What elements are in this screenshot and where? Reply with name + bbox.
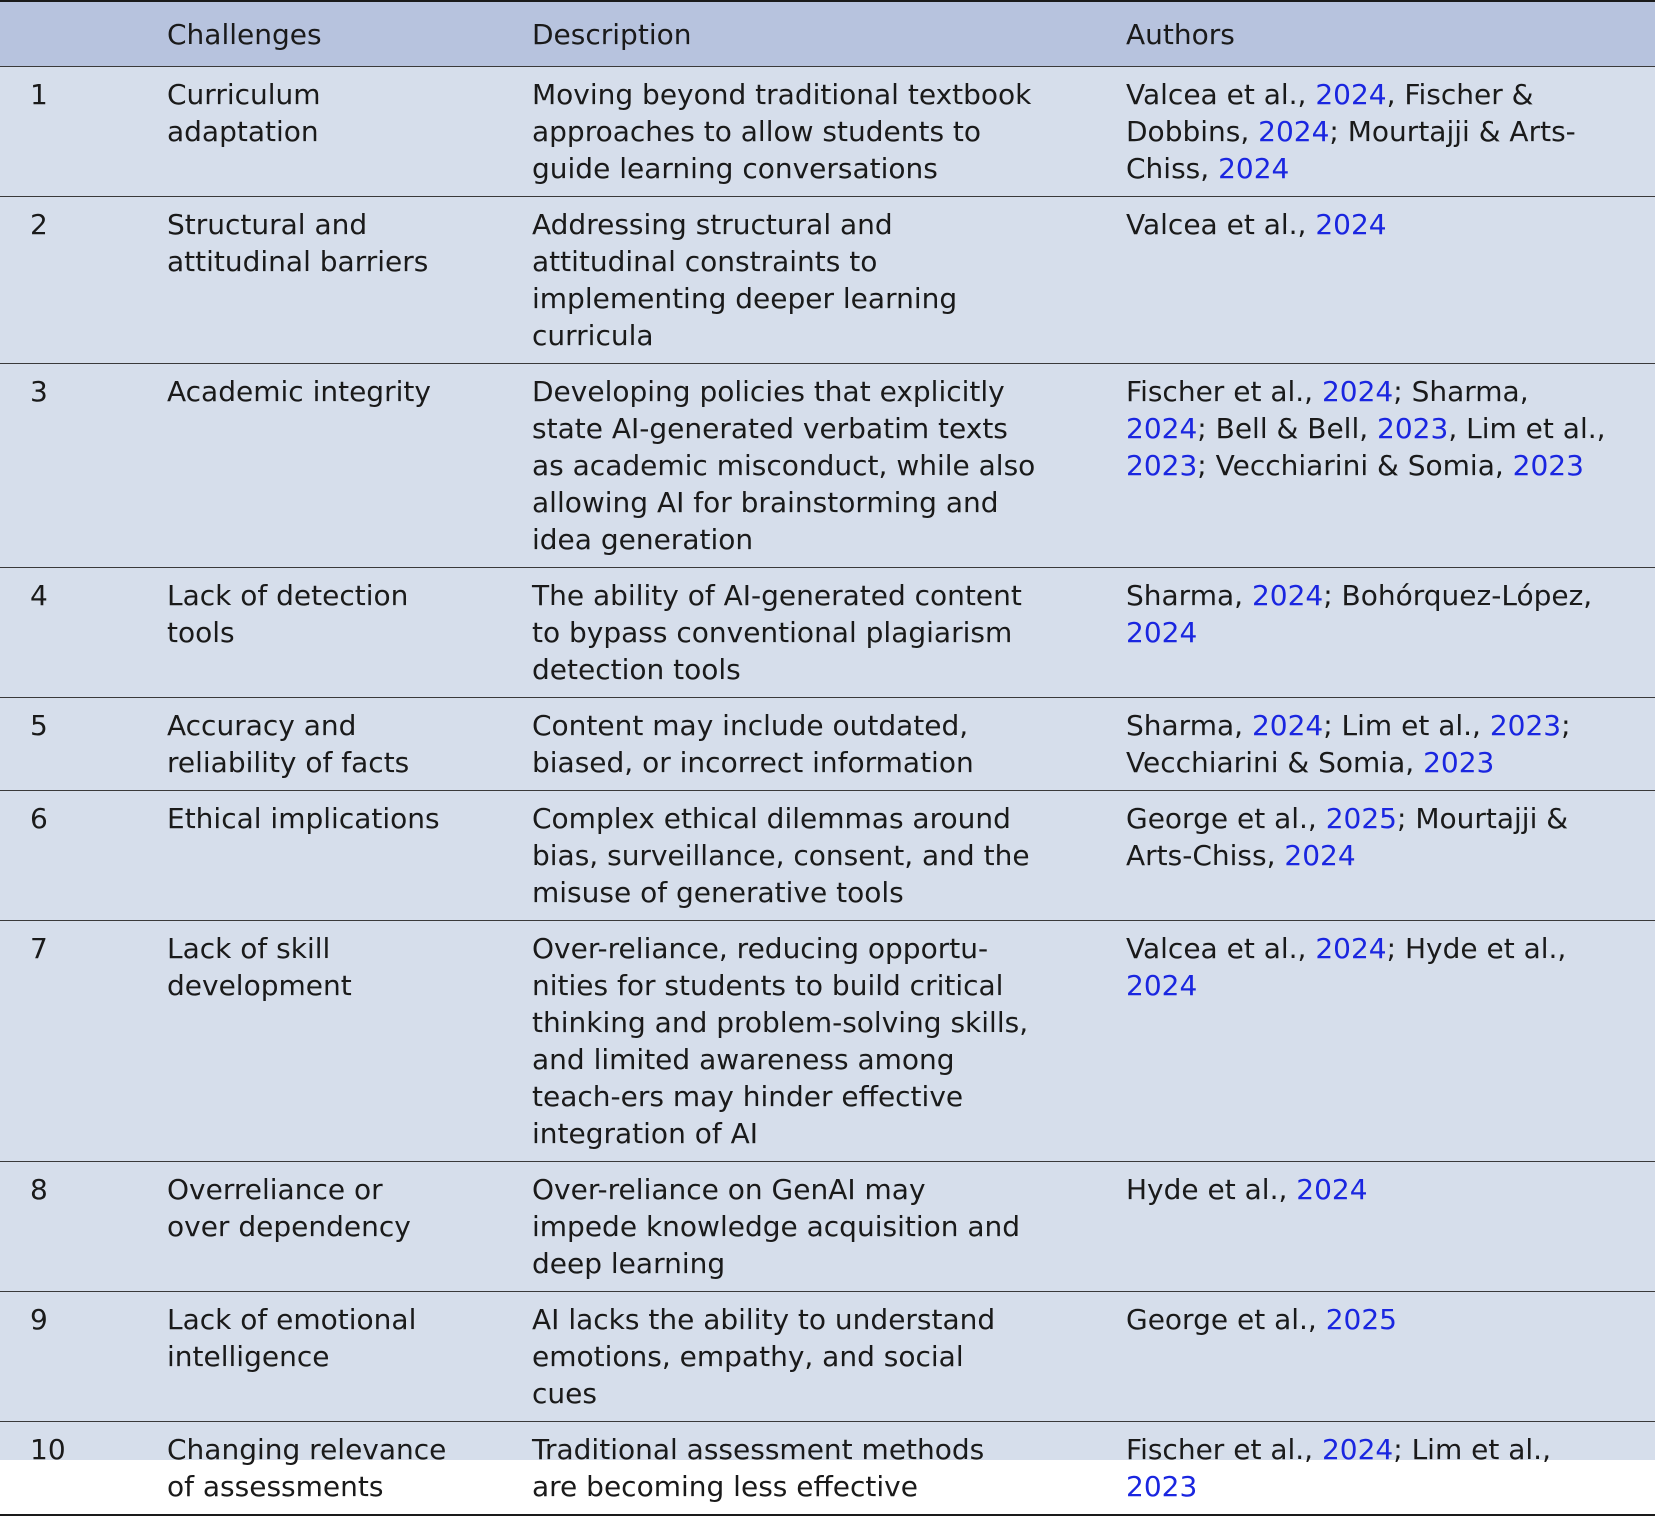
authors-text xyxy=(1126,930,1606,1004)
citation-author: Lim et al., xyxy=(1411,1432,1551,1466)
citation-author: Bohórquez-López, xyxy=(1341,578,1593,612)
authors-text xyxy=(1126,1301,1606,1338)
citation-author: George et al., xyxy=(1126,1302,1326,1336)
table-row xyxy=(0,1161,1655,1291)
authors-cell xyxy=(1126,66,1655,196)
citation-separator: ; xyxy=(1329,114,1348,148)
citation-separator: ; xyxy=(1386,931,1405,965)
citation-year-link[interactable]: 2023 xyxy=(1423,745,1495,779)
description-cell xyxy=(532,196,1126,363)
citation-author: Lim et al., xyxy=(1341,708,1490,742)
citation-year-link[interactable]: 2024 xyxy=(1251,708,1324,742)
challenge-cell xyxy=(167,1291,532,1421)
description-cell xyxy=(532,920,1126,1161)
table-row xyxy=(0,196,1655,363)
authors-cell xyxy=(1126,1161,1655,1291)
citation-separator: , xyxy=(1386,77,1405,111)
citation-author: Mourtajji & Arts-Chiss, xyxy=(1126,801,1569,872)
challenge-text: Ethical implications xyxy=(167,801,440,835)
citation-year-link[interactable]: 2024 xyxy=(1126,615,1198,649)
citation-year-link[interactable]: 2024 xyxy=(1321,1432,1394,1466)
citation-author: Valcea et al., xyxy=(1126,207,1316,241)
citation-author: Fischer & Dobbins, xyxy=(1126,77,1534,148)
citation-year-link[interactable]: 2025 xyxy=(1325,801,1397,835)
description-cell xyxy=(532,1161,1126,1291)
citation-year-link[interactable]: 2024 xyxy=(1284,838,1356,872)
challenge-text: Structural and attitudinal barriers xyxy=(167,207,429,278)
citation-author: Sharma, xyxy=(1126,708,1252,742)
table-header xyxy=(0,1,1655,66)
authors-text xyxy=(1126,206,1606,243)
citation-year-link[interactable]: 2024 xyxy=(1258,114,1330,148)
description-cell xyxy=(532,567,1126,697)
challenge-cell xyxy=(167,790,532,920)
citation-separator: ; xyxy=(1323,578,1342,612)
table-row xyxy=(0,567,1655,697)
citation-year-link[interactable]: 2024 xyxy=(1315,77,1387,111)
description-text: Moving beyond traditional textbook approaches to allow students to guide learning conversations xyxy=(532,77,1032,185)
challenge-cell xyxy=(167,1161,532,1291)
citation-separator: ; xyxy=(1323,708,1342,742)
citation-year-link[interactable]: 2023 xyxy=(1126,1469,1198,1503)
row-number: 1 xyxy=(30,77,48,111)
citation-year-link[interactable]: 2024 xyxy=(1126,968,1198,1002)
citation-year-link[interactable]: 2024 xyxy=(1315,931,1387,965)
authors-text xyxy=(1126,1171,1606,1208)
table-row xyxy=(0,790,1655,920)
table-row xyxy=(0,66,1655,196)
challenge-cell xyxy=(167,920,532,1161)
description-text: Content may include outdated, biased, or incorrect information xyxy=(532,708,974,779)
row-number: 5 xyxy=(30,708,48,742)
table-row xyxy=(0,363,1655,567)
citation-author: Sharma, xyxy=(1126,578,1252,612)
authors-cell xyxy=(1126,196,1655,363)
description-cell xyxy=(532,790,1126,920)
authors-text xyxy=(1126,1431,1606,1505)
citation-separator: ; xyxy=(1561,708,1571,742)
citation-year-link[interactable]: 2024 xyxy=(1296,1172,1368,1206)
header-row xyxy=(0,1,1655,66)
citation-author: Vecchiarini & Somia, xyxy=(1215,448,1513,482)
citation-author: Fischer et al., xyxy=(1126,374,1322,408)
citation-author: Sharma, xyxy=(1411,374,1529,408)
row-number: 9 xyxy=(30,1302,48,1336)
table-row xyxy=(0,920,1655,1161)
row-number: 4 xyxy=(30,578,48,612)
citation-author: Lim et al., xyxy=(1466,411,1606,445)
citation-separator: ; xyxy=(1393,1432,1412,1466)
citation-year-link[interactable]: 2023 xyxy=(1512,448,1584,482)
row-number: 3 xyxy=(30,374,48,408)
row-number: 6 xyxy=(30,801,48,835)
authors-text xyxy=(1126,577,1606,651)
challenge-text: Accuracy and reliability of facts xyxy=(167,708,410,779)
description-text: AI lacks the ability to understand emotions, empathy, and social cues xyxy=(532,1302,996,1410)
authors-cell xyxy=(1126,697,1655,790)
citation-separator: ; xyxy=(1197,448,1216,482)
authors-cell xyxy=(1126,1421,1655,1515)
authors-cell xyxy=(1126,790,1655,920)
header-authors: Authors xyxy=(1126,18,1235,52)
challenge-cell xyxy=(167,66,532,196)
citation-author: Bell & Bell, xyxy=(1215,411,1378,445)
challenge-text: Changing relevance of assessments xyxy=(167,1432,447,1503)
row-number: 7 xyxy=(30,931,48,965)
authors-text xyxy=(1126,373,1606,484)
challenge-text: Academic integrity xyxy=(167,374,431,408)
challenge-text: Curriculum adaptation xyxy=(167,77,321,148)
authors-text xyxy=(1126,76,1606,187)
citation-author: Hyde et al., xyxy=(1126,1172,1297,1206)
challenge-cell xyxy=(167,363,532,567)
description-cell xyxy=(532,1291,1126,1421)
header-description: Description xyxy=(532,18,692,52)
challenge-text: Overreliance or over dependency xyxy=(167,1172,411,1243)
description-text: Over-reliance, reducing opportu-nities for students to build critical thinking and problem-solving skills, and limited awareness among teach-ers may hinder effective integration of AI xyxy=(532,931,1029,1150)
citation-separator: , xyxy=(1448,411,1467,445)
description-cell xyxy=(532,66,1126,196)
citation-year-link[interactable]: 2023 xyxy=(1126,448,1198,482)
citation-year-link[interactable]: 2025 xyxy=(1325,1302,1397,1336)
authors-cell xyxy=(1126,363,1655,567)
row-number: 2 xyxy=(30,207,48,241)
citation-author: Valcea et al., xyxy=(1126,931,1316,965)
header-challenges: Challenges xyxy=(167,18,322,52)
citation-year-link[interactable]: 2023 xyxy=(1377,411,1449,445)
citation-author: Vecchiarini & Somia, xyxy=(1126,745,1424,779)
citation-year-link[interactable]: 2023 xyxy=(1489,708,1562,742)
citation-year-link[interactable]: 2024 xyxy=(1321,374,1394,408)
table-row xyxy=(0,697,1655,790)
challenge-cell xyxy=(167,1421,532,1515)
description-text: Addressing structural and attitudinal constraints to implementing deeper learning curricula xyxy=(532,207,958,352)
citation-author: Fischer et al., xyxy=(1126,1432,1322,1466)
row-number: 10 xyxy=(30,1432,66,1466)
description-cell xyxy=(532,697,1126,790)
citation-author: Hyde et al., xyxy=(1404,931,1567,965)
authors-cell xyxy=(1126,920,1655,1161)
citation-separator: ; xyxy=(1393,374,1412,408)
citation-year-link[interactable]: 2024 xyxy=(1218,151,1290,185)
citation-separator: ; xyxy=(1197,411,1216,445)
citation-separator: ; xyxy=(1396,801,1416,835)
table-row xyxy=(0,1291,1655,1421)
authors-cell xyxy=(1126,1291,1655,1421)
table-body xyxy=(0,66,1655,1515)
description-text: Traditional assessment methods are becoming less effective xyxy=(532,1432,985,1503)
description-text: Complex ethical dilemmas around bias, surveillance, consent, and the misuse of generative tools xyxy=(532,801,1030,909)
citation-year-link[interactable]: 2024 xyxy=(1251,578,1324,612)
citation-year-link[interactable]: 2024 xyxy=(1126,411,1198,445)
description-text: Over-reliance on GenAI may impede knowledge acquisition and deep learning xyxy=(532,1172,1021,1280)
citation-author: Valcea et al., xyxy=(1126,77,1316,111)
challenge-cell xyxy=(167,697,532,790)
citation-year-link[interactable]: 2024 xyxy=(1315,207,1387,241)
description-text: The ability of AI-generated content to bypass conventional plagiarism detection tools xyxy=(532,578,1022,686)
citation-author: Mourtajji & Arts-Chiss, xyxy=(1126,114,1576,185)
table-row xyxy=(0,1421,1655,1515)
description-text: Developing policies that explicitly state AI-generated verbatim texts as academic misconduct, while also allowing AI for brainstorming and idea generation xyxy=(532,374,1036,556)
row-number: 8 xyxy=(30,1172,48,1206)
challenge-cell xyxy=(167,196,532,363)
header-number xyxy=(0,1,167,66)
challenge-text: Lack of emotional intelligence xyxy=(167,1302,417,1373)
description-cell xyxy=(532,1421,1126,1515)
challenge-text: Lack of skill development xyxy=(167,931,352,1002)
authors-text xyxy=(1126,800,1606,874)
challenge-cell xyxy=(167,567,532,697)
authors-cell xyxy=(1126,567,1655,697)
description-cell xyxy=(532,363,1126,567)
authors-text xyxy=(1126,707,1606,781)
citation-author: George et al., xyxy=(1126,801,1326,835)
challenge-text: Lack of detection tools xyxy=(167,578,409,649)
